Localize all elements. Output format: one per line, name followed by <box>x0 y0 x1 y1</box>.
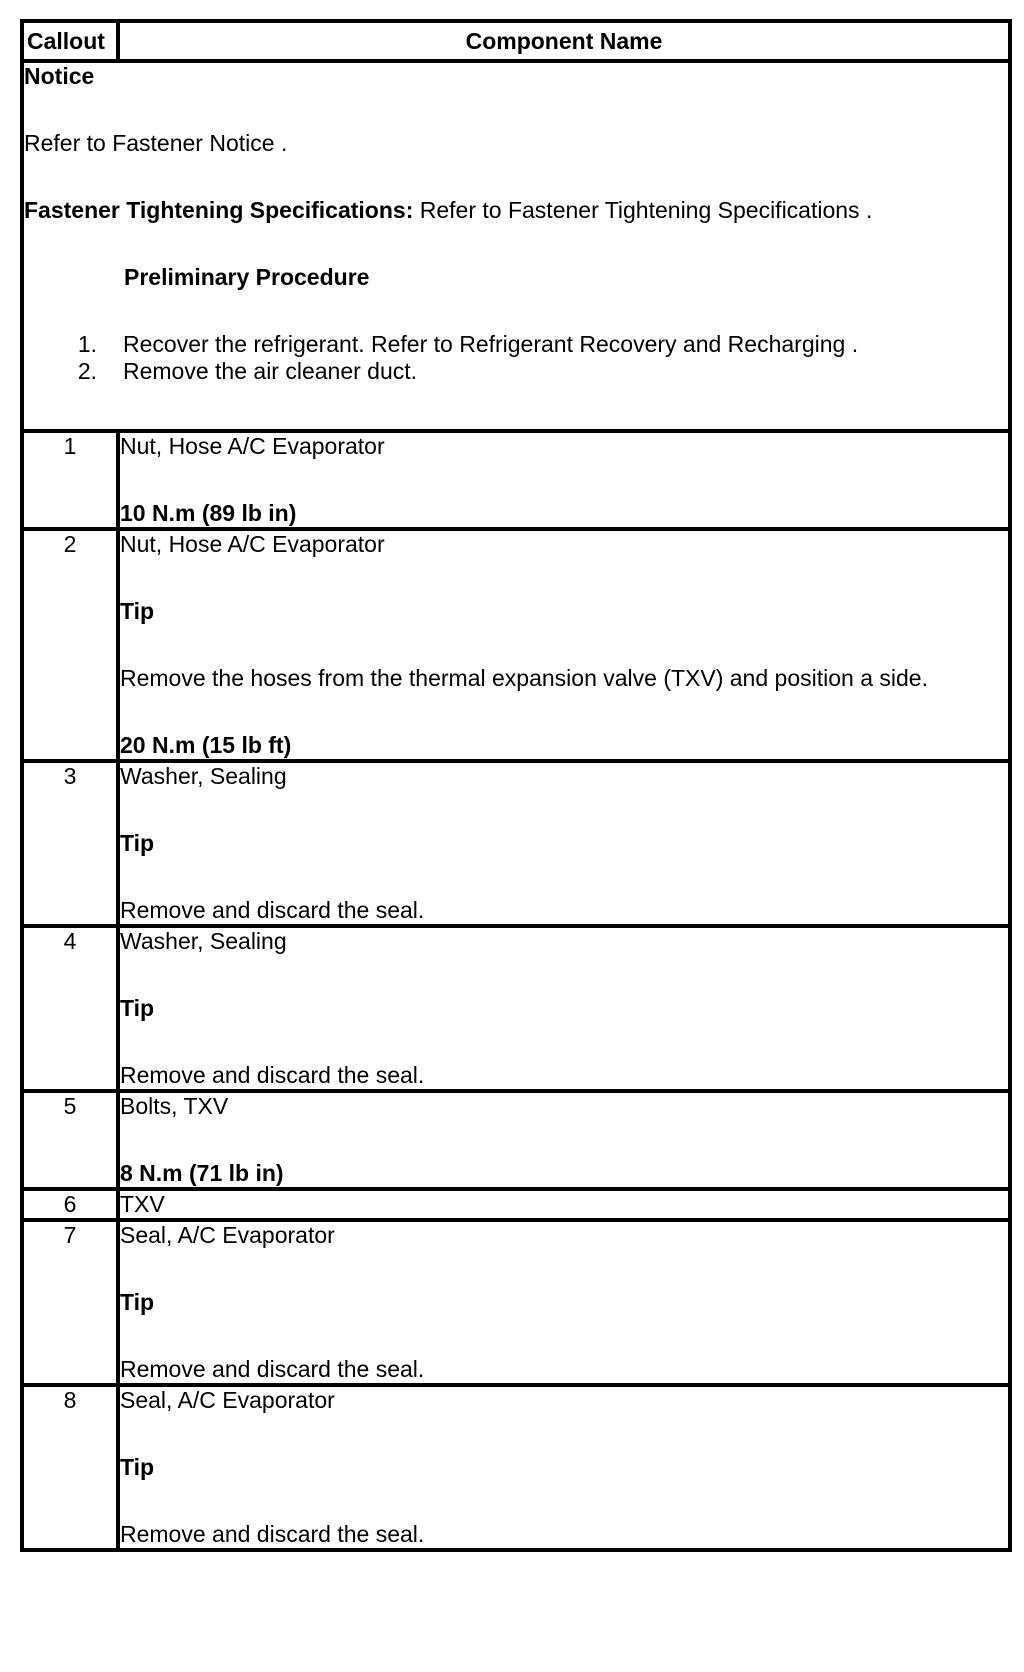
component-name: Washer, Sealing <box>120 763 287 789</box>
component-cell <box>118 1091 1010 1189</box>
callout-number: 8 <box>22 1385 118 1550</box>
component-name: Seal, A/C Evaporator <box>120 1387 335 1413</box>
notice-row <box>22 61 1010 431</box>
fastener-spec-line <box>24 197 1008 224</box>
torque-spec: 20 N.m (15 lb ft) <box>120 732 292 758</box>
step-text: Recover the refrigerant. Refer to Refrigerant Recovery and Recharging . <box>123 331 859 357</box>
component-table <box>20 19 1012 1552</box>
tip-text: Remove and discard the seal. <box>120 1062 425 1088</box>
table-row <box>22 1220 1010 1385</box>
table-row <box>22 1091 1010 1189</box>
table-row <box>22 1189 1010 1220</box>
tip-label: Tip <box>120 1289 155 1315</box>
callout-number: 4 <box>22 926 118 1091</box>
torque-spec: 8 N.m (71 lb in) <box>120 1160 284 1186</box>
component-cell <box>118 529 1010 761</box>
notice-text: Refer to Fastener Notice . <box>24 130 288 156</box>
table-row <box>22 431 1010 529</box>
component-cell <box>118 1220 1010 1385</box>
component-name: Washer, Sealing <box>120 928 287 954</box>
header-row <box>22 21 1010 61</box>
table-row <box>22 1385 1010 1550</box>
tip-label: Tip <box>120 598 155 624</box>
tip-text: Remove and discard the seal. <box>120 1521 425 1547</box>
callout-number: 2 <box>22 529 118 761</box>
table-row <box>22 761 1010 926</box>
preliminary-steps <box>24 331 1008 385</box>
component-name: Bolts, TXV <box>120 1093 229 1119</box>
step-number: 1. <box>77 331 97 357</box>
preliminary-procedure-title: Preliminary Procedure <box>124 264 370 290</box>
tip-text: Remove the hoses from the thermal expansion valve (TXV) and position a side. <box>120 665 928 691</box>
tip-label: Tip <box>120 1454 155 1480</box>
callout-number: 7 <box>22 1220 118 1385</box>
callout-number: 3 <box>22 761 118 926</box>
notice-title: Notice <box>24 63 95 89</box>
component-cell <box>118 431 1010 529</box>
component-cell <box>118 1189 1010 1220</box>
callout-number: 6 <box>22 1189 118 1220</box>
callout-header: Callout <box>22 21 118 61</box>
step-text: Remove the air cleaner duct. <box>123 358 418 384</box>
component-name-header: Component Name <box>118 21 1010 61</box>
table-row <box>22 529 1010 761</box>
callout-number: 1 <box>22 431 118 529</box>
component-cell <box>118 1385 1010 1550</box>
component-name: TXV <box>120 1191 165 1217</box>
table-row <box>22 926 1010 1091</box>
step-number: 2. <box>77 358 97 384</box>
tip-text: Remove and discard the seal. <box>120 897 425 923</box>
tip-text: Remove and discard the seal. <box>120 1356 425 1382</box>
component-name: Nut, Hose A/C Evaporator <box>120 433 385 459</box>
component-cell <box>118 926 1010 1091</box>
component-name: Nut, Hose A/C Evaporator <box>120 531 385 557</box>
document-page <box>20 19 1008 1647</box>
torque-spec: 10 N.m (89 lb in) <box>120 500 297 526</box>
step-item <box>24 358 1008 385</box>
callout-number: 5 <box>22 1091 118 1189</box>
step-item <box>24 331 1008 358</box>
tip-label: Tip <box>120 995 155 1021</box>
tip-label: Tip <box>120 830 155 856</box>
notice-cell <box>22 61 1010 431</box>
fastener-spec-label: Fastener Tightening Specifications: <box>24 197 414 223</box>
component-cell <box>118 761 1010 926</box>
fastener-spec-text: Refer to Fastener Tightening Specifications . <box>413 197 873 223</box>
component-name: Seal, A/C Evaporator <box>120 1222 335 1248</box>
